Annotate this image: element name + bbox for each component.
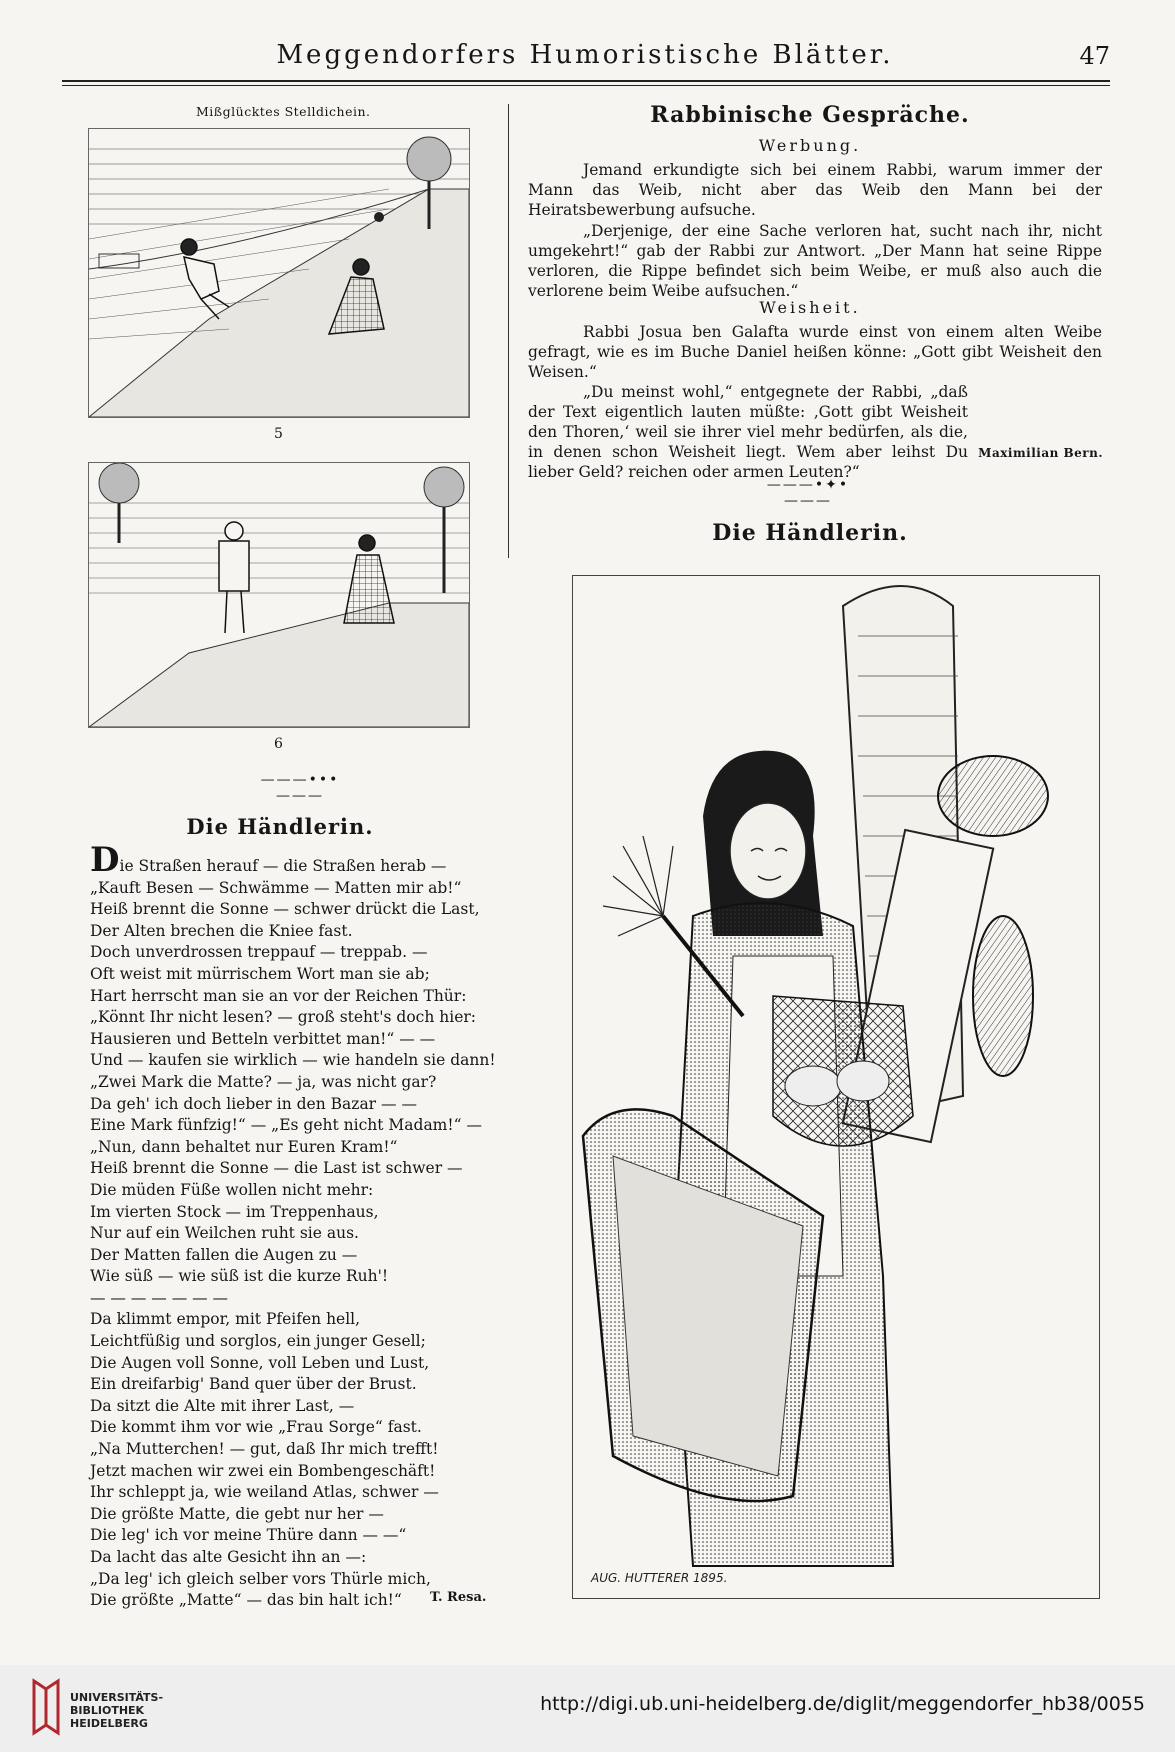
comic-drawing-6	[89, 463, 469, 727]
illustration-title: Die Händlerin.	[712, 520, 908, 546]
section-title-werbung: Werbung.	[758, 136, 862, 155]
poem-line: „Na Mutterchen! — gut, daß Ihr mich trefft!	[90, 1440, 439, 1459]
paragraph-werbung-2: „Derjenige, der eine Sache verloren hat, sucht nach ihr, nicht umgekehrt!“ gab der Rabbi zur Antwort. „Der Mann hat seine Rippe verloren, die Rippe befindet sich beim Weibe, er muß also auch die verlorene beim Weibe aufsuchen.“	[528, 222, 1102, 300]
poem-line: Und — kaufen sie wirklich — wie handeln sie dann!	[90, 1051, 496, 1070]
paragraph-weisheit-2: „Du meinst wohl,“ entgegnete der Rabbi, „daß der Text eigentlich lauten müßte: ‚Gott gibt Weisheit den Thoren,‘ weil sie ihrer viel mehr bedürfen, als die, in denen schon Weisheit liegt. Wem aber leihst Du lieber Geld? reichen oder armen Leuten?“	[528, 383, 968, 481]
poem-line: Die größte Matte, die gebt nur her —	[90, 1504, 384, 1523]
poem-line: Heiß brennt die Sonne — die Last ist schwer —	[90, 1159, 463, 1178]
section-title-weisheit: Weisheit.	[759, 298, 861, 317]
poem-line: Die Augen voll Sonne, voll Leben und Lust,	[90, 1353, 430, 1372]
poem-line: Der Alten brechen die Kniee fast.	[90, 921, 353, 940]
poem-line: Doch unverdrossen treppauf — treppab. —	[90, 943, 428, 962]
paragraph-weisheit-1: Rabbi Josua ben Galafta wurde einst von einem alten Weibe gefragt, wie es im Buche Daniel heißen könne: „Gott gibt Weisheit den Weisen.“	[528, 323, 1102, 381]
comic-panel-5	[88, 128, 470, 418]
journal-title: Meggendorfers Humoristische Blätter.	[276, 40, 894, 70]
poem-line: Die müden Füße wollen nicht mehr:	[90, 1180, 374, 1199]
poem-line: „Da leg' ich gleich selber vors Thürle mich,	[90, 1569, 431, 1588]
figure-number-5: 5	[274, 426, 283, 442]
poem-line: Ihr schleppt ja, wie weiland Atlas, schwer —	[90, 1483, 439, 1502]
poem-line: „Könnt Ihr nicht lesen? — groß steht's doch hier:	[90, 1008, 476, 1027]
paragraph-werbung-1: Jemand erkundigte sich bei einem Rabbi, warum immer der Mann das Weib, nicht aber das Weib den Mann bei der Heiratsbewerbung aufsuche.	[528, 161, 1102, 219]
poem-line: Hausieren und Betteln verbittet man!“ — —	[90, 1029, 436, 1048]
poem-line: Wie süß — wie süß ist die kurze Ruh'!	[90, 1267, 389, 1286]
comic-panel-6	[88, 462, 470, 728]
header-rule-thin	[62, 85, 1110, 86]
page-number: 47	[1079, 42, 1110, 70]
poem-line: Hart herrscht man sie an vor der Reichen Thür:	[90, 986, 467, 1005]
poem-line: Ein dreifarbig' Band quer über der Brust.	[90, 1375, 417, 1394]
poem-title: Die Händlerin.	[186, 814, 374, 839]
poem-line: Die leg' ich vor meine Thüre dann — —“	[90, 1526, 407, 1545]
poem-line: Da sitzt die Alte mit ihrer Last, —	[90, 1396, 355, 1415]
poem-line: Nur auf ein Weilchen ruht sie aus.	[90, 1224, 359, 1243]
poem-line: „Kauft Besen — Schwämme — Matten mir ab!“	[90, 878, 462, 897]
library-footer	[0, 1665, 1175, 1752]
poem-line: Der Matten fallen die Augen zu —	[90, 1245, 358, 1264]
poem-signature: T. Resa.	[430, 1590, 487, 1605]
header-rule	[62, 80, 1110, 82]
poem-line: Oft weist mit mürrischem Wort man sie ab;	[90, 964, 430, 983]
poem-line: Die größte „Matte“ — das bin halt ich!“	[90, 1591, 402, 1610]
section-ornament: ———•••———	[260, 772, 340, 804]
article-title: Rabbinische Gespräche.	[650, 102, 970, 128]
poem-text	[90, 840, 540, 1612]
figure-number-6: 6	[274, 736, 283, 752]
poem-line: Die kommt ihm vor wie „Frau Sorge“ fast.	[90, 1418, 422, 1437]
poem-line: Jetzt machen wir zwei ein Bombengeschäft!	[90, 1461, 436, 1480]
merchant-drawing	[573, 576, 1099, 1598]
poem-line: Eine Mark fünfzig!“ — „Es geht nicht Madam!“ —	[90, 1116, 482, 1135]
poem-line: Da lacht das alte Gesicht ihn an —:	[90, 1548, 367, 1566]
section-ornament-right: ———•✦•———	[766, 477, 850, 509]
poem-line: Die Straßen herauf — die Straßen herab —	[90, 840, 447, 880]
poem-line: Im vierten Stock — im Treppenhaus,	[90, 1202, 379, 1221]
library-logo-icon	[30, 1677, 62, 1737]
poem-line: Da geh' ich doch lieber in den Bazar — —	[90, 1094, 417, 1113]
artist-signature: AUG. HUTTERER 1895.	[591, 1571, 728, 1585]
merchant-illustration	[572, 575, 1100, 1599]
comic-drawing-5	[89, 129, 469, 417]
poem-line: „Zwei Mark die Matte? — ja, was nicht gar?	[90, 1072, 437, 1091]
poem-line: Heiß brennt die Sonne — schwer drückt die Last,	[90, 900, 480, 919]
author-signature: Maximilian Bern.	[978, 446, 1103, 460]
poem-line: Leichtfüßig und sorglos, ein junger Gesell;	[90, 1332, 426, 1351]
poem-line: „Nun, dann behaltet nur Euren Kram!“	[90, 1137, 398, 1156]
page-header	[60, 40, 1110, 76]
man-figure	[181, 239, 229, 319]
library-name: UNIVERSITÄTS- BIBLIOTHEK HEIDELBERG	[70, 1691, 164, 1730]
source-url[interactable]: http://digi.ub.uni-heidelberg.de/diglit/meggendorfer_hb38/0055	[540, 1693, 1145, 1715]
poem-line: — — — — — — —	[90, 1288, 229, 1307]
column-divider	[508, 104, 509, 558]
comic-caption: Mißglücktes Stelldichein.	[196, 104, 371, 119]
poem-line: Da klimmt empor, mit Pfeifen hell,	[90, 1310, 361, 1329]
man-standing	[219, 522, 249, 633]
